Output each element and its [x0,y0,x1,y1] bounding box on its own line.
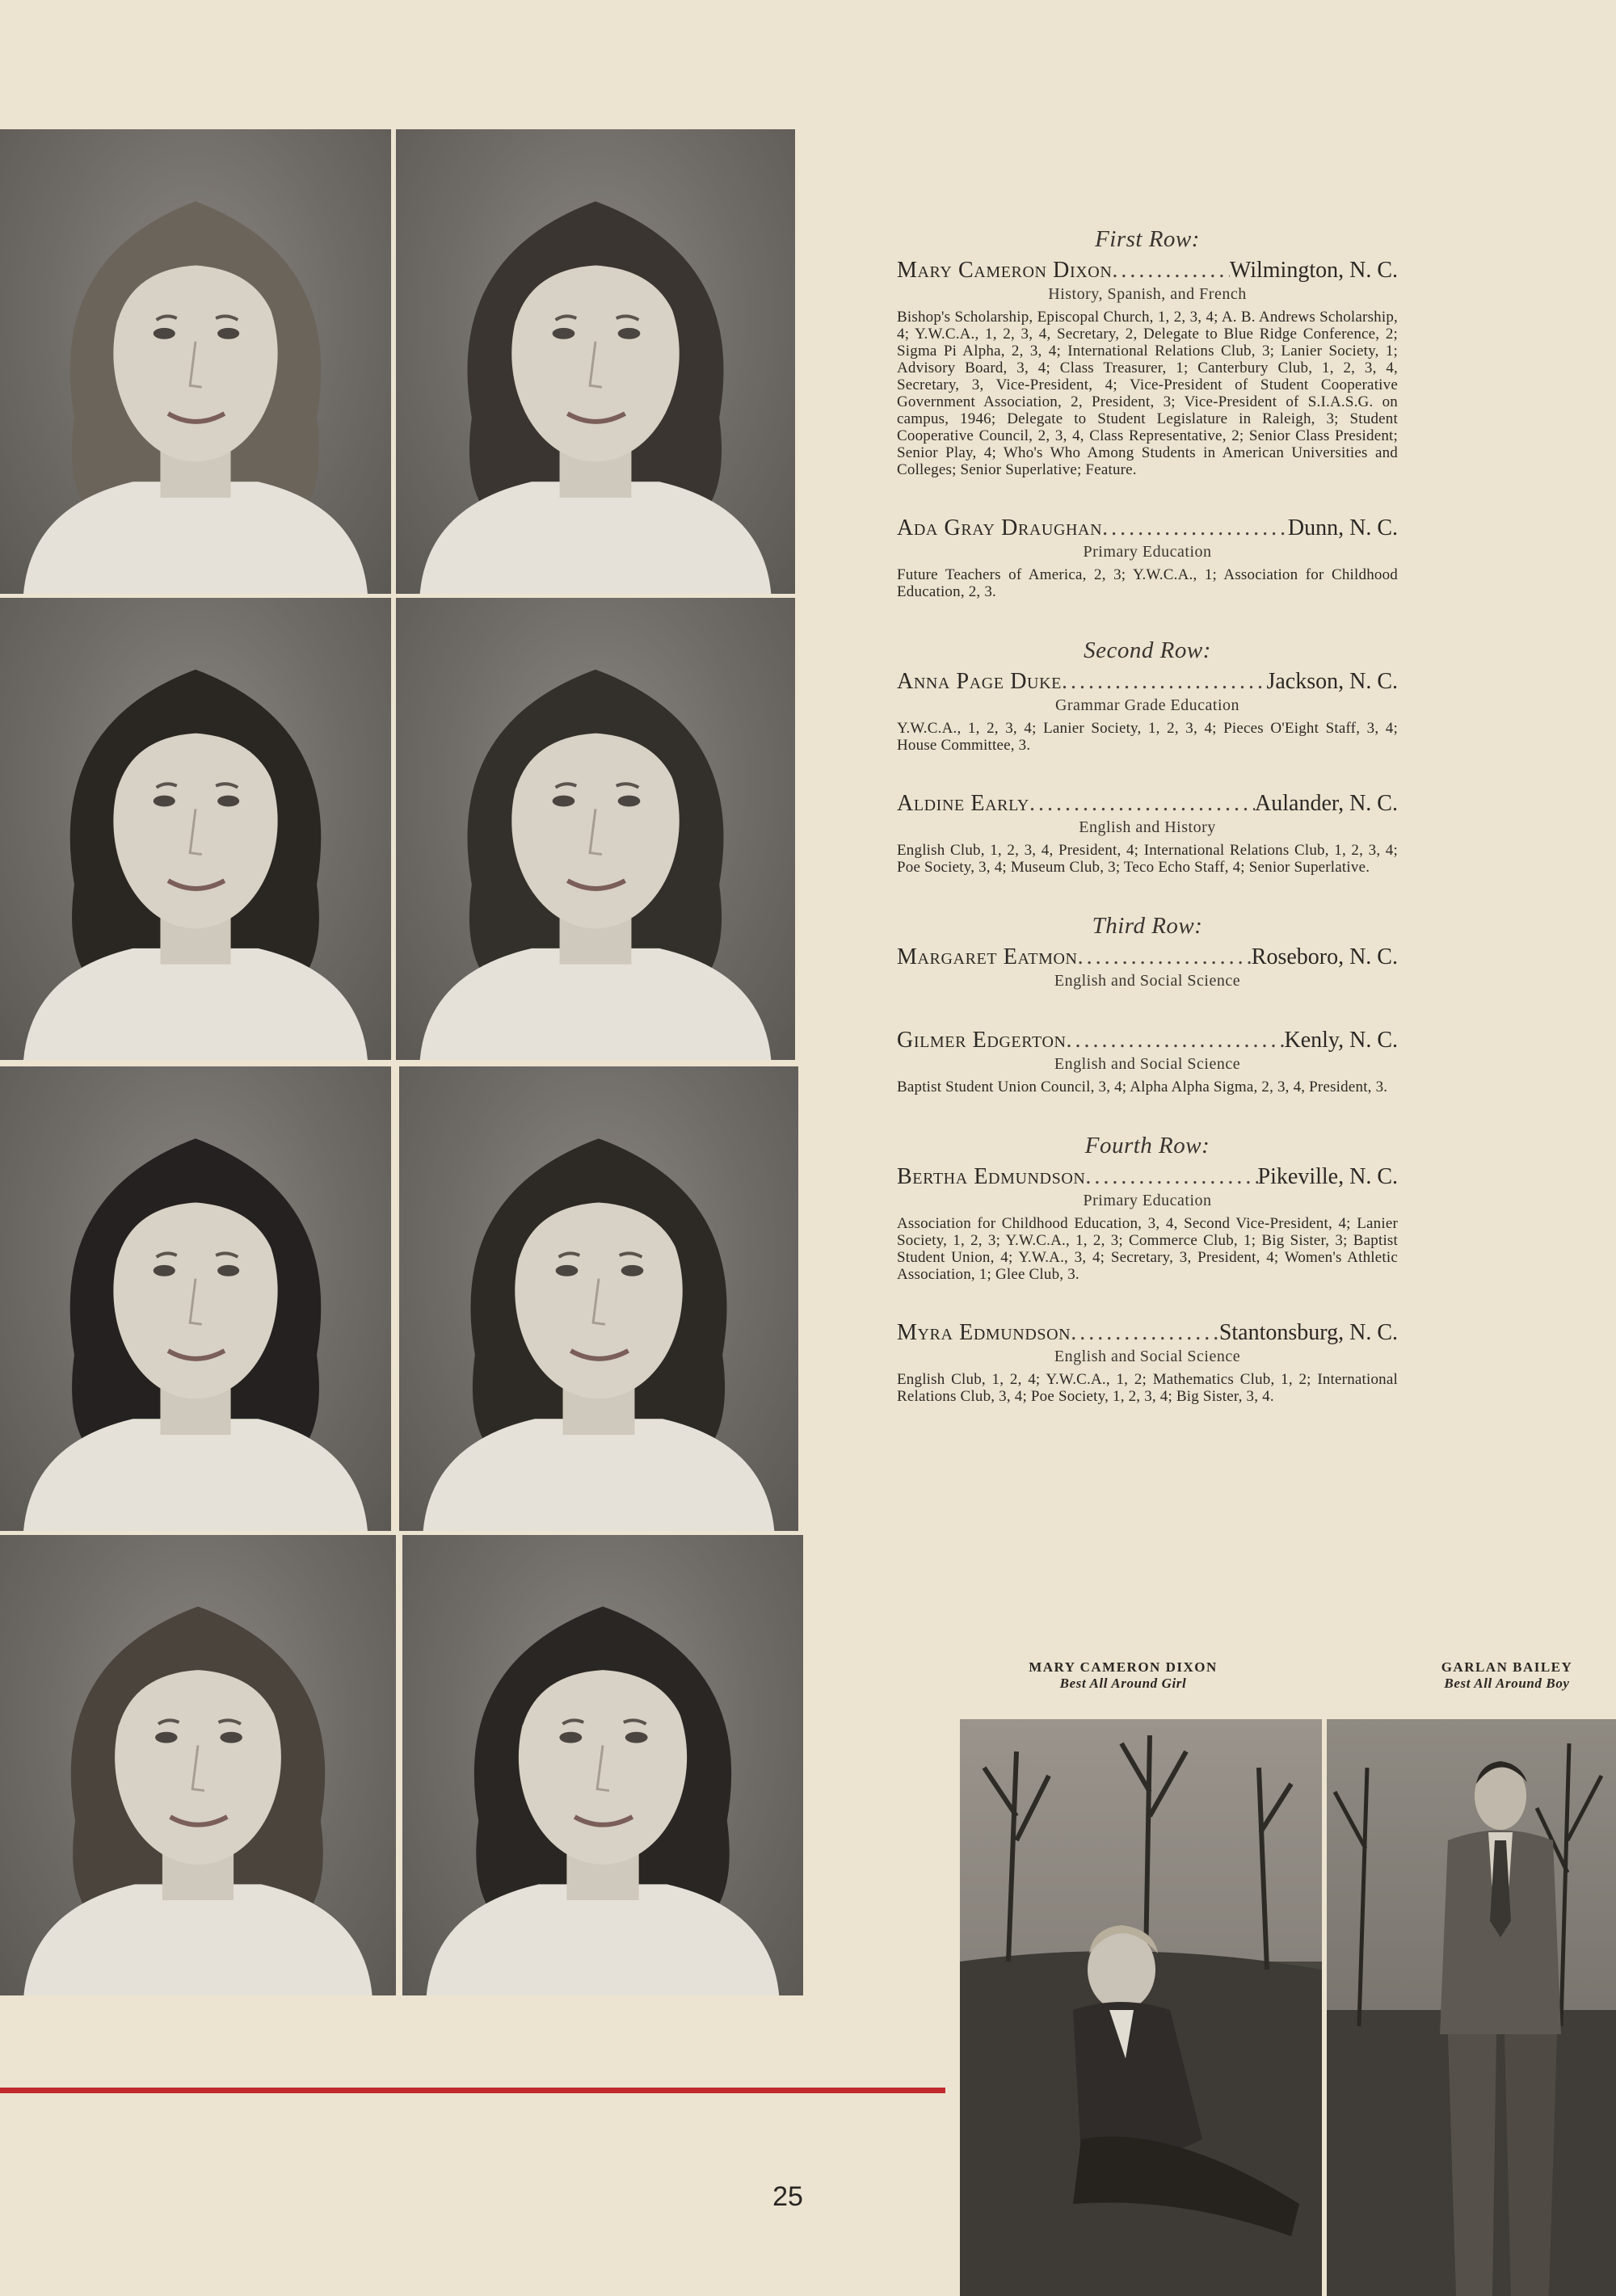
leader-dots [1029,791,1255,817]
activities: Baptist Student Union Council, 3, 4; Alpha Alpha Sigma, 2, 3, 4, President, 3. [897,1079,1388,1095]
student-name: Gilmer Edgerton [897,1028,1067,1053]
activities: English Club, 1, 2, 4; Y.W.C.A., 1, 2; Mathematics Club, 1, 2; International Relations Club, 3, 4; Poe Society, 1, 2, 3, 4; Big Sister, 3, 4. [897,1371,1398,1405]
bio-entry [897,515,1398,600]
student-portrait [396,129,795,594]
student-portrait [0,1535,396,1995]
major: History, Spanish, and French [1048,285,1247,303]
major: Primary Education [1083,543,1212,561]
student-name: Margaret Eatmon [897,944,1078,969]
row-heading: Third Row: [1092,913,1203,939]
bio-entry [897,1028,1398,1095]
name-line [897,944,1398,970]
candid-title: Best All Around Girl [1059,1676,1187,1691]
hometown: Pikeville, N. C. [1257,1164,1398,1189]
name-line [897,669,1398,695]
section-third-row [897,913,1398,1095]
bio-entry [897,1164,1398,1283]
leader-dots [1071,1320,1219,1346]
bio-entry [897,1320,1398,1405]
candid-photo-boy [1327,1719,1616,2296]
student-name: Bertha Edmundson [897,1164,1086,1189]
leader-dots [1085,1164,1257,1190]
page-number: 25 [772,2181,803,2212]
candid-caption-boy [1398,1659,1616,1692]
bios-column [897,226,1398,1442]
student-name: Mary Cameron Dixon [897,258,1113,283]
hometown: Wilmington, N. C. [1229,258,1398,283]
name-line [897,258,1398,284]
name-line [897,515,1398,541]
major: Primary Education [1083,1192,1212,1209]
row-heading: First Row: [1095,226,1200,252]
name-line [897,791,1398,817]
activities: Association for Childhood Education, 3, 4, Second Vice-President, 4; Lanier Society, 1, 2, 3; Y.W.C.A., 1, 2, 3; Commerce Club, 1; Big Sister, 3; Baptist Student Union, 4; Y.W.A., 3, 4; Secretary, 3, President, 4; Women's Athletic Association, 1; Glee Club, 3. [897,1215,1398,1283]
major: English and History [1079,818,1216,836]
name-line [897,1320,1398,1346]
row-heading: Second Row: [1084,637,1211,663]
student-portrait [0,1066,391,1531]
row-heading: Fourth Row: [1084,1133,1210,1159]
student-portrait [399,1066,798,1531]
activities: Y.W.C.A., 1, 2, 3, 4; Lanier Society, 1, 2, 3, 4; Pieces O'Eight Staff, 3, 4; House Committee, 3. [897,720,1398,754]
hometown: Dunn, N. C. [1287,515,1398,540]
name-line [897,1028,1398,1053]
leader-dots [1078,944,1252,970]
section-second-row [897,637,1398,876]
candid-caption-girl [962,1659,1285,1692]
candid-name: GARLAN BAILEY [1441,1659,1573,1675]
hometown: Jackson, N. C. [1266,669,1398,694]
candid-name: MARY CAMERON DIXON [1029,1659,1218,1675]
bio-entry [897,944,1398,990]
candid-photo-girl [960,1719,1322,2296]
hometown: Kenly, N. C. [1284,1028,1398,1053]
activities: Bishop's Scholarship, Episcopal Church, 1, 2, 3, 4; A. B. Andrews Scholarship, 4; Y.W.C.A., 1, 2, 3, 4, Secretary, 2, Delegate to Blue Ridge Conference, 2; Sigma Pi Alpha, 2, 3, 4; International Relations Club, 3; Lanier Society, 1; Advisory Board, 3, 4; Class Treasurer, 1; Canterbury Club, 1, 2, 3, 4, Secretary, 3, Vice-President, 4; Vice-President of Student Cooperative Government Association, 2, President, 3; Vice-President of S.I.A.S.G. on campus, 1946; Delegate to Student Legislature in Raleigh, 3; Student Cooperative Council, 2, 3, 4, Class Representative, 2; Senior Class President; Senior Play, 4; Who's Who Among Students in American Universities and Colleges; Senior Superlative; Feature. [897,309,1398,478]
student-name: Aldine Early [897,791,1029,816]
activities: English Club, 1, 2, 3, 4, President, 4; International Relations Club, 1, 2, 3, 4; Poe Society, 3, 4; Museum Club, 3; Teco Echo Staff, 4; Senior Superlative. [897,842,1398,876]
bio-entry [897,258,1398,478]
leader-dots [1062,669,1267,695]
hometown: Stantonsburg, N. C. [1218,1320,1398,1345]
candid-title: Best All Around Boy [1444,1676,1570,1691]
student-name: Ada Gray Draughan [897,515,1103,540]
student-portrait [402,1535,803,1995]
bio-entry [897,669,1398,754]
leader-dots [1102,515,1288,541]
red-rule [0,2088,945,2093]
bio-entry [897,791,1398,876]
student-name: Myra Edmundson [897,1320,1071,1345]
section-fourth-row [897,1133,1398,1405]
name-line [897,1164,1398,1190]
section-first-row [897,226,1398,600]
leader-dots [1112,258,1230,284]
hometown: Roseboro, N. C. [1251,944,1398,969]
student-portrait [0,129,391,594]
major: English and Social Science [1054,1055,1241,1073]
leader-dots [1067,1028,1285,1053]
student-portrait [0,598,391,1060]
student-name: Anna Page Duke [897,669,1062,694]
activities: Future Teachers of America, 2, 3; Y.W.C.A., 1; Association for Childhood Education, 2, 3. [897,566,1398,600]
major: English and Social Science [1054,972,1241,990]
student-portrait [396,598,795,1060]
major: Grammar Grade Education [1054,696,1240,714]
hometown: Aulander, N. C. [1255,791,1398,816]
major: English and Social Science [1054,1348,1241,1365]
